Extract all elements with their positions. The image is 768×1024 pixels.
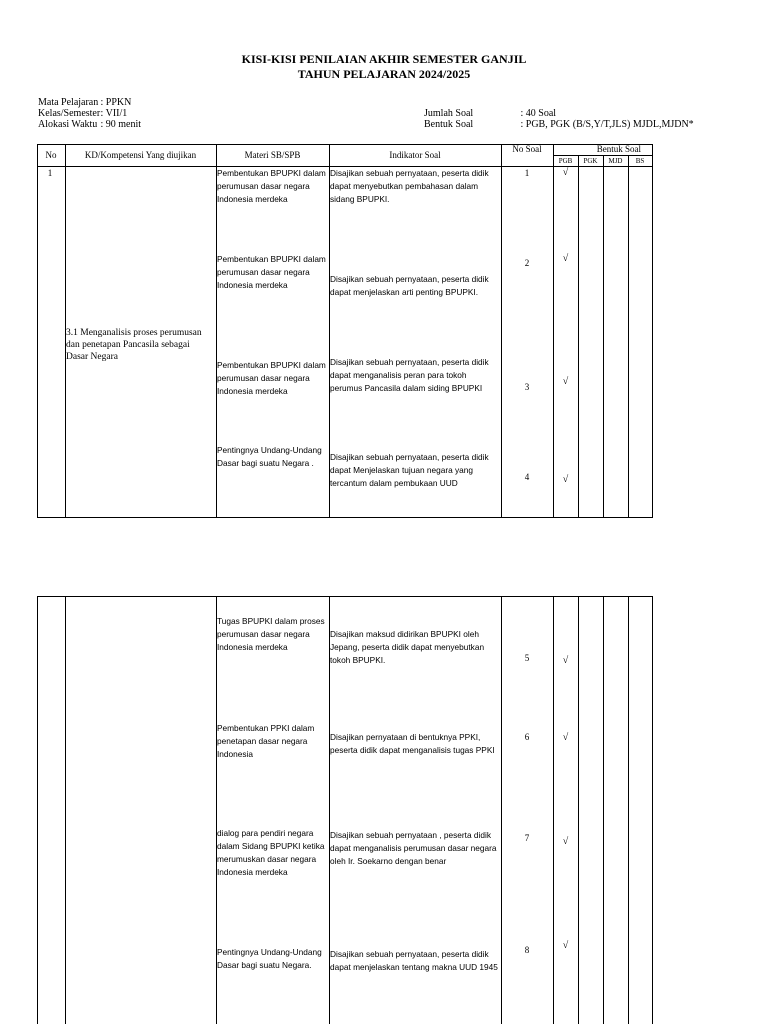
pgb-check: √ <box>562 167 569 178</box>
pgb-check: √ <box>562 253 569 264</box>
header-bentuk-soal: Bentuk Soal <box>596 144 641 154</box>
pgb-check: √ <box>562 376 569 387</box>
kd-text: 3.1 Menganalisis proses perumusan dan penetapan Pancasila sebagai Dasar Negara <box>66 328 202 362</box>
indikator-cell: Disajikan pernyataan di bentuknya PPKI, peserta didik dapat menganalisis tugas PPKI <box>330 732 495 755</box>
pgb-check: √ <box>562 655 569 666</box>
info-jumlah <box>424 108 556 119</box>
indikator-cell: Disajikan sebuah pernyataan , peserta didik dapat menganalisis perumusan dasar negara oleh Ir. Soekarno dengan benar <box>330 830 497 866</box>
info-mapel <box>38 97 131 108</box>
no-soal-cell: 6 <box>524 732 530 742</box>
materi-cell: Tugas BPUPKI dalam proses perumusan dasar negara Indonesia merdeka <box>217 616 325 652</box>
header-bs: BS <box>635 157 645 165</box>
no-soal-cell: 4 <box>524 472 530 482</box>
header-materi: Materi SB/SPB <box>244 150 301 160</box>
materi-cell: dialog para pendiri negara dalam Sidang BPUPKI ketika merumuskan dasar negara Indonesia merdeka <box>217 828 325 877</box>
alokasi-label: Alokasi Waktu <box>38 119 98 130</box>
header-no-soal: No Soal <box>512 144 542 154</box>
indikator-cell: Disajikan sebuah pernyataan, peserta didik dapat menjelaskan arti penting BPUPKI. <box>330 274 489 297</box>
row-number: 1 <box>47 168 53 178</box>
indikator-cell: Disajikan sebuah pernyataan, peserta didik dapat menjelaskan tentang makna UUD 1945 <box>330 949 498 972</box>
header-no: No <box>45 150 57 160</box>
bentuk-label: Bentuk Soal <box>424 119 474 130</box>
materi-cell: Pentingnya Undang-Undang Dasar bagi suatu Negara. <box>217 947 322 970</box>
kelas-label: Kelas/Semester <box>38 108 101 119</box>
mapel-label: Mata Pelajaran <box>38 97 99 108</box>
no-soal-cell: 1 <box>524 168 530 178</box>
indikator-cell: Disajikan sebuah pernyataan, peserta didik dapat menyebutkan pembahasan dalam sidang BPUPKI. <box>330 168 489 204</box>
mapel-value: : PPKN <box>100 97 132 108</box>
pgb-check: √ <box>562 474 569 485</box>
header-indikator: Indikator Soal <box>389 150 441 160</box>
materi-cell: Pembentukan BPUPKI dalam perumusan dasar negara Indonesia merdeka <box>217 360 326 396</box>
materi-cell: Pentingnya Undang-Undang Dasar bagi suatu Negara . <box>217 445 322 468</box>
pgb-check: √ <box>562 940 569 951</box>
no-soal-cell: 7 <box>524 833 530 843</box>
jumlah-label: Jumlah Soal <box>424 108 474 119</box>
info-kelas <box>38 108 127 119</box>
materi-cell: Pembentukan PPKI dalam penetapan dasar negara Indonesia <box>217 723 315 759</box>
header-pgb: PGB <box>558 157 573 165</box>
jumlah-value: : 40 Soal <box>520 108 557 119</box>
no-soal-cell: 5 <box>524 653 530 663</box>
header-kd: KD/Kompetensi Yang diujikan <box>84 150 197 160</box>
no-soal-cell: 8 <box>524 945 530 955</box>
alokasi-value: : 90 menit <box>100 119 142 130</box>
indikator-cell: Disajikan sebuah pernyataan, peserta didik dapat Menjelaskan tujuan negara yang tercantum dalam pembukaan UUD <box>330 452 489 488</box>
pgb-check: √ <box>562 732 569 743</box>
kelas-value: : VII/1 <box>100 108 128 119</box>
no-soal-cell: 2 <box>524 258 530 268</box>
document-subtitle: TAHUN PELAJARAN 2024/2025 <box>297 67 471 81</box>
header-mjd: MJD <box>608 157 623 165</box>
header-pgk: PGK <box>583 157 598 165</box>
materi-cell: Pembentukan BPUPKI dalam perumusan dasar negara Indonesia merdeka <box>217 254 326 290</box>
bentuk-value: : PGB, PGK (B/S,Y/T,JLS) MJDL,MJDN* <box>520 119 694 130</box>
indikator-cell: Disajikan sebuah pernyataan, peserta didik dapat menganalisis peran para tokoh perumus Pancasila dalam siding BPUPKI <box>330 357 489 393</box>
materi-cell: Pembentukan BPUPKI dalam perumusan dasar negara Indonesia merdeka <box>217 168 326 204</box>
indikator-cell: Disajikan maksud didirikan BPUPKI oleh Jepang, peserta didik dapat menyebutkan tokoh BPUPKI. <box>330 629 485 665</box>
pgb-check: √ <box>562 836 569 847</box>
document-title: KISI-KISI PENILAIAN AKHIR SEMESTER GANJIL <box>241 52 527 66</box>
info-alokasi <box>38 119 141 130</box>
no-soal-cell: 3 <box>524 382 530 392</box>
info-bentuk <box>424 119 694 130</box>
